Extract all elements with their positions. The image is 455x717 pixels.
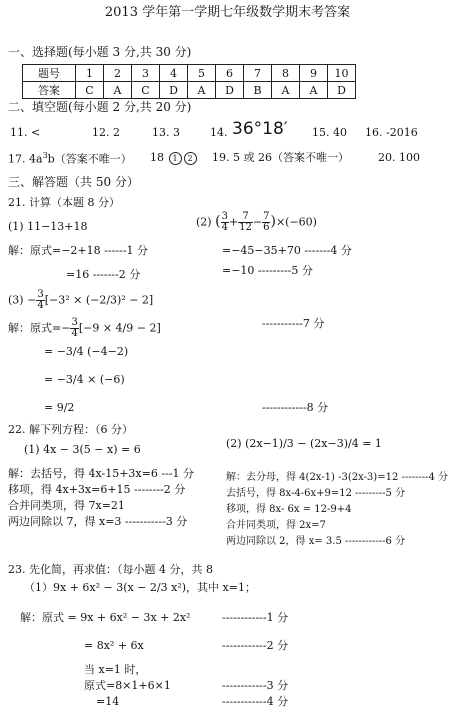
q21-part3-problem: (3) − $\frac{3}{4}$ [−3² × (−2/3)² − 2] (8, 289, 154, 311)
table-cell: 6 (216, 65, 244, 82)
fill-answer-17 (8, 152, 132, 166)
table-cell: 7 (244, 65, 272, 82)
fill-answer-12: 12. 2 (92, 126, 120, 139)
circled-one-icon: 1 (169, 152, 182, 165)
table-cell: 8 (272, 65, 300, 82)
q17-exponent: 3 (42, 151, 48, 160)
q22-eq2-step1: 解：去分母，得 4(2x-1) -3(2x-3)=12 --------4 分 (226, 472, 449, 483)
page-title: 2013 学年第一学期七年级数学期末考答案 (104, 5, 351, 20)
table-cell: 5 (188, 65, 216, 82)
fill-answer-15: 15. 40 (312, 126, 347, 139)
q17-tail: b（答案不唯一） (47, 152, 132, 166)
table-cell: 3 (132, 65, 160, 82)
q22-eq1-step3: 合并同类项，得 7x=21 (8, 499, 125, 512)
q21-part2-step1: =−45−35+70 -------4 分 (222, 244, 352, 257)
q22-eq1-step4: 两边同除以 7，得 x=3 -----------3 分 (8, 515, 188, 528)
fraction: $\frac{7}{12}$ (239, 211, 252, 233)
q22-eq1-step2: 移项，得 4x+3x=6+15 --------2 分 (8, 483, 186, 496)
q21-part3-step1: 解：原式=− $\frac{3}{4}$ [−9 × 4/9 − 2] (8, 317, 161, 339)
table-cell: A (272, 82, 300, 99)
q23-step5: =14 (96, 695, 120, 708)
q21-part1-problem: (1) 11−13+18 (8, 220, 88, 233)
fill-answer-16: 16. -2016 (365, 126, 418, 139)
fraction: $\frac{3}{4}$ (221, 211, 228, 233)
fill-answer-14-number: 14. (210, 126, 228, 139)
choice-answer-table (22, 64, 356, 99)
q17-number: 17. (8, 152, 26, 166)
q21-part2-step2: =−10 ---------5 分 (222, 264, 313, 277)
table-cell: 10 (328, 65, 356, 82)
fill-answer-13: 13. 3 (152, 126, 180, 139)
q21-part3-label: (3) (8, 293, 24, 307)
q18-number: 18 (150, 151, 164, 164)
q17-expression: 4a (29, 152, 43, 166)
table-cell: D (160, 82, 188, 99)
section3-heading: 三、解答题（共 50 分） (8, 175, 139, 189)
q23-step3: 当 x=1 时， (84, 663, 147, 676)
q22-eq1-problem: (1) 4x − 3(5 − x) = 6 (24, 443, 141, 456)
q21-part2-multiplier: ×(−60) (275, 215, 317, 229)
q21-part2-label: (2) (196, 215, 212, 229)
fraction: $\frac{3}{4}$ (71, 317, 78, 339)
q22-eq2-problem: (2) (2x−1)/3 − (2x−3)/4 = 1 (226, 437, 382, 450)
fraction: $\frac{7}{6}$ (263, 211, 270, 233)
table-cell: 9 (300, 65, 328, 82)
fill-answer-14-value: 36°18′ (232, 119, 288, 139)
table-row-numbers (23, 65, 356, 82)
q21-part1-step1: 解：原式=−2+18 ------1 分 (8, 244, 148, 257)
circled-two-icon: 2 (184, 152, 197, 165)
fill-answer-20: 20. 100 (378, 151, 420, 164)
q21-part3-step1-bracket: [−9 × 4/9 − 2] (78, 321, 161, 335)
q23-step4: 原式=8×1+6×1 (84, 679, 171, 692)
table-cell: A (300, 82, 328, 99)
question-23-heading: 23. 先化简，再求值：（每小题 4 分，共 8 (8, 563, 213, 576)
table-cell: C (76, 82, 104, 99)
q23-score-3: ------------3 分 (222, 679, 289, 692)
table-cell: 1 (76, 65, 104, 82)
table-cell: C (132, 82, 160, 99)
table-cell: B (244, 82, 272, 99)
q21-part3-step1-lead: 解：原式= (8, 321, 62, 335)
q21-part1-step2: =16 -------2 分 (66, 268, 141, 281)
q23-score-1: ------------1 分 (222, 611, 289, 624)
table-row-answers (23, 82, 356, 99)
q23-step1: 解：原式 = 9x + 6x² − 3x + 2x² (20, 611, 191, 624)
table-cell: D (216, 82, 244, 99)
section1-heading: 一、选择题(每小题 3 分,共 30 分) (8, 45, 192, 59)
table-cell: A (104, 82, 132, 99)
table-cell: 4 (160, 65, 188, 82)
q21-part2-problem: (2) ( $\frac{3}{4}$ + $\frac{7}{12}$ − $\frac{7}{6}$ )×(−60) (196, 211, 317, 233)
q22-eq2-step3: 移项，得 8x- 6x = 12-9+4 (226, 504, 352, 515)
q21-part3-step3: = −3/4 × (−6) (44, 373, 125, 386)
q23-score-4: ------------4 分 (222, 695, 289, 708)
table-cell: A (188, 82, 216, 99)
q23-score-2: ------------2 分 (222, 639, 289, 652)
q23-step2: = 8x² + 6x (84, 639, 144, 652)
q22-eq2-step4: 合并同类项，得 2x=7 (226, 520, 326, 531)
section2-heading: 二、填空题(每小题 2 分,共 20 分) (8, 100, 192, 114)
fraction: $\frac{3}{4}$ (37, 289, 44, 311)
q22-eq2-step2: 去括号，得 8x-4-6x+9=12 ---------5 分 (226, 488, 406, 499)
question-21-heading: 21. 计算（本题 8 分） (8, 196, 120, 209)
q21-part3-score-8: ------------8 分 (262, 401, 329, 414)
question-22-heading: 22. 解下列方程：（6 分） (8, 423, 133, 436)
q23-part1-problem: （1）9x + 6x² − 3(x − 2/3 x²)，其中 x=1； (24, 581, 256, 594)
table-header-cell: 题号 (23, 65, 76, 82)
q21-part3-step2: = −3/4 (−4−2) (44, 345, 129, 358)
fill-answer-19: 19. 5 或 26（答案不唯一） (212, 151, 349, 164)
q22-eq1-step1: 解：去括号，得 4x-15+3x=6 ---1 分 (8, 467, 194, 480)
table-cell: 2 (104, 65, 132, 82)
table-header-cell: 答案 (23, 82, 76, 99)
q21-part3-bracket: [−3² × (−2/3)² − 2] (44, 293, 154, 307)
q21-part3-step4: = 9/2 (44, 401, 75, 414)
q22-eq2-step5: 两边同除以 2，得 x= 3.5 ------------6 分 (226, 536, 406, 547)
table-cell: D (328, 82, 356, 99)
fill-answer-11: 11. < (10, 126, 41, 139)
q21-part3-score-7: -----------7 分 (262, 317, 325, 330)
fill-answer-18 (150, 152, 198, 165)
